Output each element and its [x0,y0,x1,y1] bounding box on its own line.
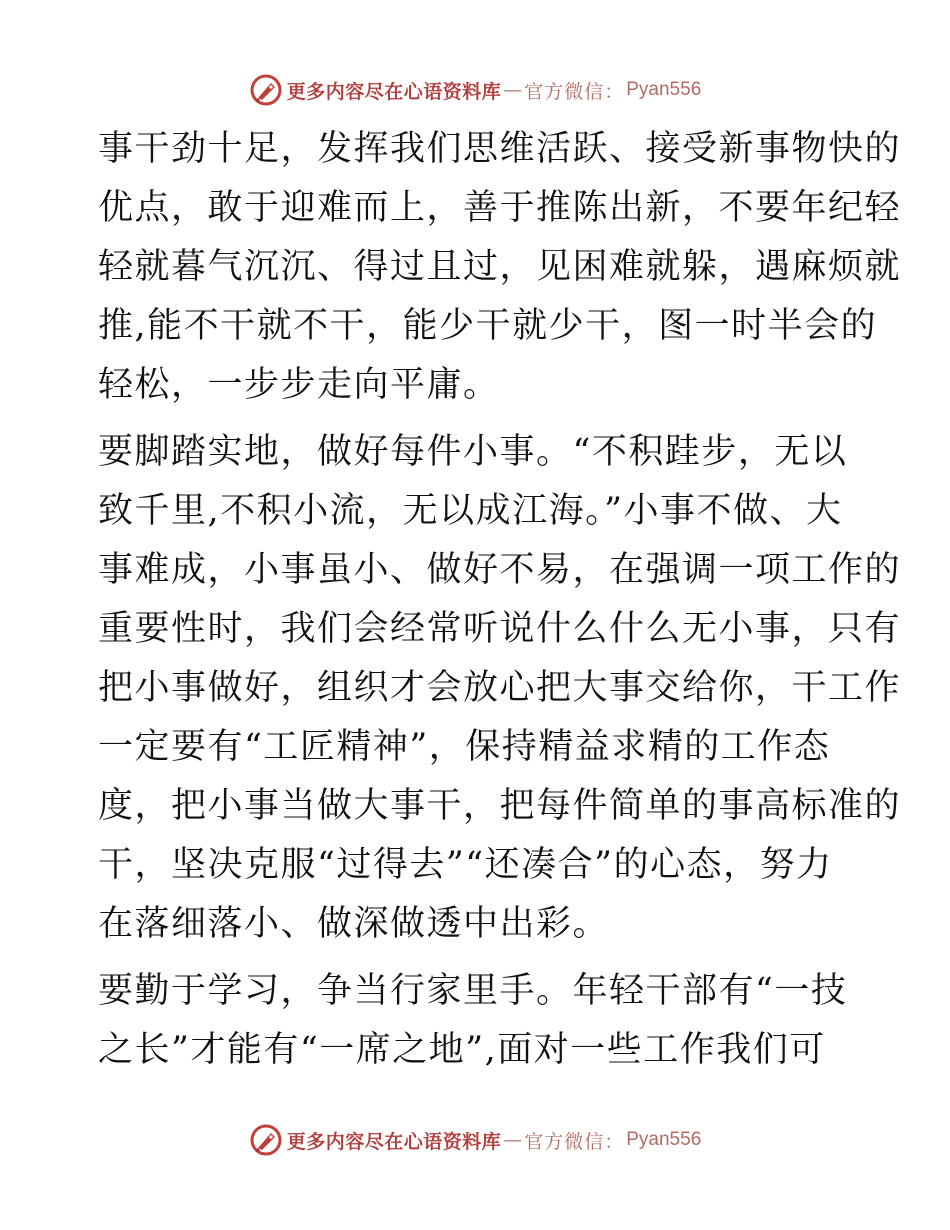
text-line: 优点，敢于迎难而上，善于推陈出新，不要年纪轻 [98,188,902,228]
text-line: 要勤于学习，争当行家里手。年轻干部有“一技 [98,971,848,1011]
text-line: 推,能不干就不干，能少干就少干，图一时半会的 [98,306,878,346]
text-line: 轻松，一步步走向平庸。 [98,365,500,405]
text-line: 之长”才能有“一席之地”,面对一些工作我们可 [98,1030,826,1070]
text-line: 致千里,不积小流，无以成江海。”小事不做、大 [98,491,843,531]
header-brand-text: 更多内容尽在心语资料库 [286,80,502,103]
paragraph-2 [98,423,902,954]
text-line: 把小事做好，组织才会放心把大事交给你，干工作 [98,668,902,708]
footer-brand-text: 更多内容尽在心语资料库 [286,1130,502,1153]
text-line: 干，坚决克服“过得去”“还凑合”的心态，努力 [98,845,833,885]
footer-wechat-id: Pyan556 [626,1129,702,1150]
text-line: 度，把小事当做大事干，把每件简单的事高标准的 [98,786,902,826]
text-line: 事难成，小事虽小、做好不易，在强调一项工作的 [98,550,902,590]
paragraph-3 [98,962,850,1080]
pen-nib-logo-icon [249,1123,283,1157]
text-line: 轻就暮气沉沉、得过且过，见困难就躲，遇麻烦就 [98,247,902,287]
text-line: 事干劲十足，发挥我们思维活跃、接受新事物快的 [98,129,902,169]
paragraph-1 [98,120,902,415]
header-dash: — [503,79,523,101]
text-line: 在落细落小、做深做透中出彩。 [98,904,610,944]
pen-nib-logo-icon [249,73,283,107]
document-body [98,120,902,1088]
footer-dash: — [503,1129,523,1151]
text-line: 重要性时，我们会经常听说什么什么无小事，只有 [98,609,902,649]
header-wechat-label: 官方微信： [524,80,625,103]
header-wechat-id: Pyan556 [626,79,702,100]
footer-wechat-label: 官方微信： [524,1130,625,1153]
text-line: 一定要有“工匠精神”，保持精益求精的工作态 [98,727,831,767]
footer-watermark [0,1118,950,1162]
header-watermark [0,68,950,112]
text-line: 要脚踏实地，做好每件小事。“不积跬步，无以 [98,432,848,472]
